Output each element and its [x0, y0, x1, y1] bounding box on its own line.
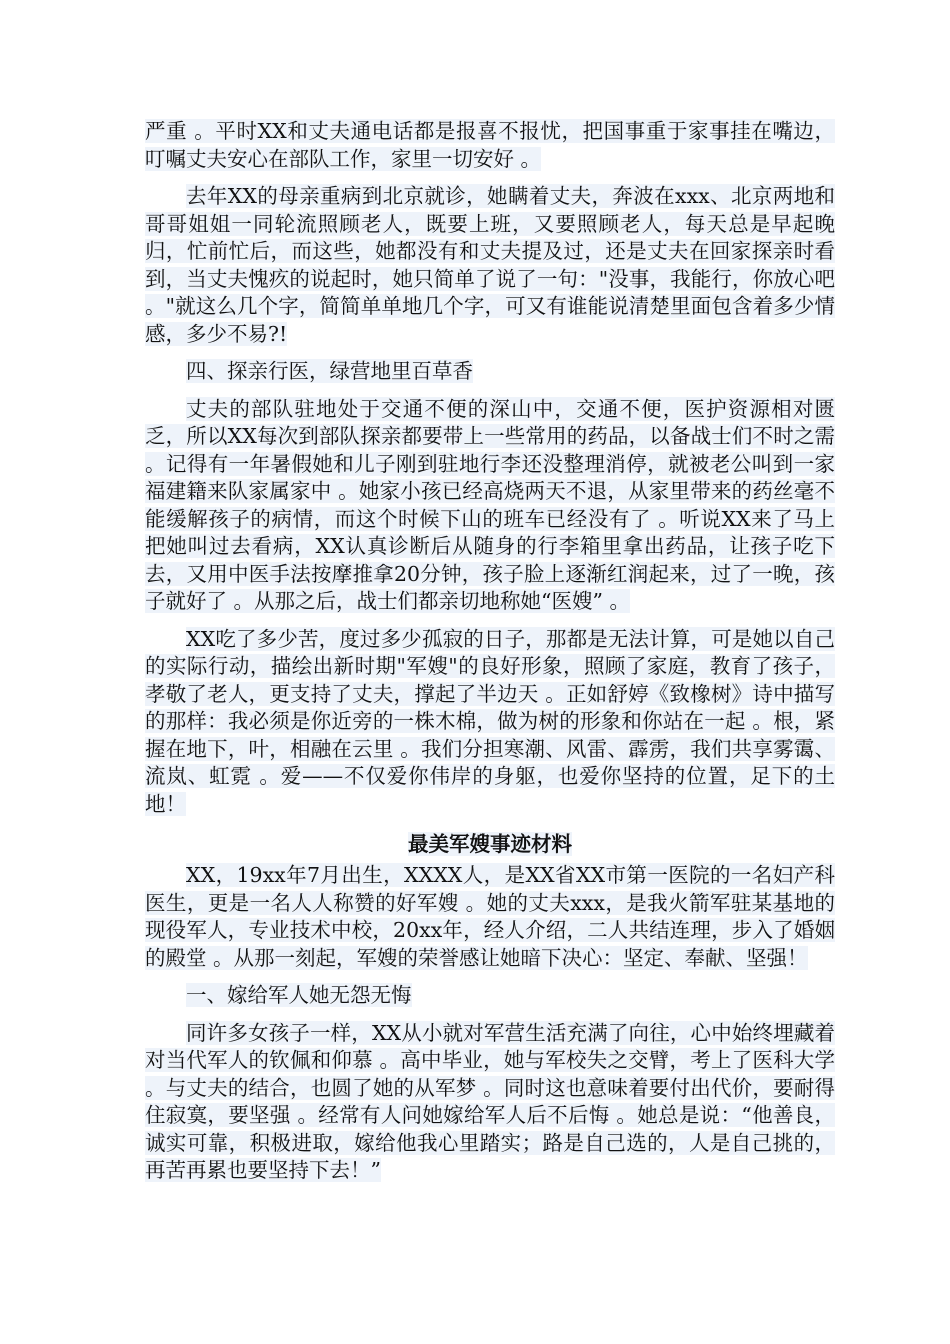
- paragraph-4: [145, 626, 835, 819]
- section-heading-4-text: 四、探亲行医，绿营地里百草香: [186, 359, 473, 383]
- paragraph-2-text: 去年XX的母亲重病到北京就诊，她瞒着丈夫，奔波在xxx、北京两地和哥哥姐姐一同轮流照顾老人，既要上班，又要照顾老人，每天总是早起晚归，忙前忙后，而这些，她都没有和丈夫提及过，还是丈夫在回家探亲时看到，当丈夫愧疚的说起时，她只简单了说了一句："没事，我能行，你放心吧 。"就这么几个字，简简单单地几个字，可又有谁能说清楚里面包含着多少情感，多少不易?!: [145, 184, 835, 346]
- section-heading-4: [145, 358, 835, 386]
- document-title: [145, 830, 835, 858]
- section-heading-1-text: 一、嫁给军人她无怨无悔: [186, 983, 412, 1007]
- paragraph-6: [145, 1020, 835, 1185]
- paragraph-5-text: XX，19xx年7月出生，XXXX人，是XX省XX市第一医院的一名妇产科医生，更是一名人人称赞的好军嫂 。她的丈夫xxx，是我火箭军驻某基地的现役军人，专业技术中校，20xx年，经人介绍，二人共结连理，步入了婚姻的殿堂 。从那一刻起，军嫂的荣誉感让她暗下决心：坚定、奉献、坚强！: [145, 863, 835, 970]
- paragraph-2: [145, 183, 835, 348]
- paragraph-5: [145, 862, 835, 972]
- paragraph-6-text: 同许多女孩子一样，XX从小就对军营生活充满了向往，心中始终埋藏着对当代军人的钦佩和仰慕 。高中毕业，她与军校失之交臂，考上了医科大学 。与丈夫的结合，也圆了她的从军梦 。同时这也意味着要付出代价，要耐得住寂寞，要坚强 。经常有人问她嫁给军人后不后悔 。她总是说：“他善良，诚实可靠，积极进取，嫁给他我心里踏实；路是自己选的，人是自己挑的，再苦再累也要坚持下去！”: [145, 1020, 835, 1182]
- document-title-text: 最美军嫂事迹材料: [408, 832, 572, 856]
- paragraph-3: [145, 396, 835, 616]
- document-page: [145, 118, 835, 1185]
- paragraph-4-text: XX吃了多少苦，度过多少孤寂的日子，那都是无法计算，可是她以自己的实际行动，描绘出新时期"军嫂"的良好形象，照顾了家庭，教育了孩子，孝敬了老人，更支持了丈夫，撑起了半边天 。正如舒婷《致橡树》诗中描写的那样：我必须是你近旁的一株木棉，做为树的形象和你站在一起 。根，紧握在地下，叶，相融在云里 。我们分担寒潮、风雷、霹雳，我们共享雾霭、流岚、虹霓 。爱——不仅爱你伟岸的身躯，也爱你坚持的位置，足下的土地！: [145, 626, 835, 816]
- paragraph-1: [145, 118, 835, 173]
- paragraph-1-text: 严重 。平时XX和丈夫通电话都是报喜不报忧，把国事重于家事挂在嘴边，叮嘱丈夫安心在部队工作，家里一切安好 。: [145, 119, 835, 171]
- paragraph-3-text: 丈夫的部队驻地处于交通不便的深山中，交通不便，医护资源相对匮乏，所以XX每次到部队探亲都要带上一些常用的药品，以备战士们不时之需 。记得有一年暑假她和儿子刚到驻地行李还没整理消停，就被老公叫到一家福建籍来队家属家中 。她家小孩已经高烧两天不退，从家里带来的药丝毫不能缓解孩子的病情，而这个时候下山的班车已经没有了 。听说XX来了马上把她叫过去看病，XX认真诊断后从随身的行李箱里拿出药品，让孩子吃下去，又用中医手法按摩推拿20分钟，孩子脸上逐渐红润起来，过了一晚，孩子就好了 。从那之后，战士们都亲切地称她“医嫂” 。: [145, 396, 835, 613]
- section-heading-1: [145, 982, 835, 1010]
